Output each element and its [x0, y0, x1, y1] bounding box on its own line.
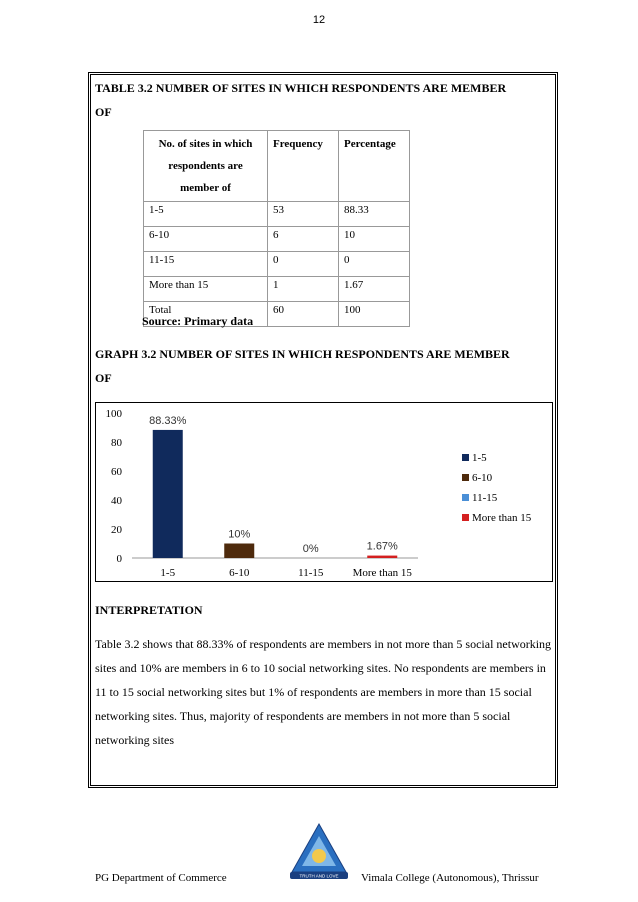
table-cell: 100	[339, 302, 410, 327]
graph-heading-line1: GRAPH 3.2 NUMBER OF SITES IN WHICH RESPONDENTS ARE MEMBER	[95, 347, 510, 361]
table-row	[144, 202, 410, 227]
graph-heading	[95, 342, 555, 390]
footer-college: Vimala College (Autonomous), Thrissur	[361, 872, 539, 884]
table-cell: 10	[339, 227, 410, 252]
table-cell: 53	[268, 202, 339, 227]
legend-swatch	[462, 474, 469, 481]
y-tick-label: 40	[111, 495, 122, 507]
y-tick-label: 80	[111, 437, 122, 449]
legend-swatch	[462, 494, 469, 501]
legend-label: More than 15	[472, 512, 532, 524]
table-header-sites: No. of sites in which respondents are member of	[144, 131, 268, 202]
table-cell: 88.33	[339, 202, 410, 227]
college-logo	[284, 822, 354, 882]
x-tick-label: 1-5	[160, 567, 176, 579]
logo-motto: TRUTH AND LOVE	[299, 873, 339, 879]
x-tick-label: More than 15	[352, 567, 412, 579]
table-cell: 11-15	[144, 252, 268, 277]
bar	[367, 556, 397, 558]
y-tick-label: 100	[105, 408, 122, 420]
data-label: 0%	[302, 543, 319, 555]
x-tick-label: 6-10	[229, 567, 250, 579]
table-row	[144, 227, 410, 252]
table-row	[144, 277, 410, 302]
table-cell: Total	[144, 302, 268, 327]
legend-label: 11-15	[472, 492, 498, 504]
table-cell: 1-5	[144, 202, 268, 227]
y-tick-label: 20	[111, 524, 122, 536]
table-cell: 0	[339, 252, 410, 277]
y-tick-label: 60	[111, 466, 122, 478]
table-cell: 6-10	[144, 227, 268, 252]
table-cell: 1	[268, 277, 339, 302]
legend-swatch	[462, 514, 469, 521]
table-cell: 1.67	[339, 277, 410, 302]
chart-svg	[96, 403, 552, 581]
table-cell: More than 15	[144, 277, 268, 302]
bar	[224, 544, 254, 559]
table-heading-line1: TABLE 3.2 NUMBER OF SITES IN WHICH RESPONDENTS ARE MEMBER	[95, 81, 507, 95]
data-label: 1.67%	[366, 540, 398, 553]
table-header-row	[144, 131, 410, 202]
source-note: Source: Primary data	[142, 314, 254, 328]
interpretation-heading: INTERPRETATION	[95, 603, 203, 617]
table-cell: 60	[268, 302, 339, 327]
table-header-frequency: Frequency	[268, 131, 339, 202]
legend-label: 6-10	[472, 472, 493, 484]
footer-department: PG Department of Commerce	[95, 872, 227, 884]
table-heading	[95, 76, 555, 124]
graph-heading-line2: OF	[95, 371, 112, 385]
bar	[153, 430, 183, 558]
table-cell: 0	[268, 252, 339, 277]
data-label: 10%	[228, 528, 251, 541]
x-tick-label: 11-15	[298, 567, 324, 579]
table-cell: 6	[268, 227, 339, 252]
legend-swatch	[462, 454, 469, 461]
page-number: 12	[312, 14, 326, 26]
data-label: 88.33%	[149, 414, 187, 427]
interpretation-text: Table 3.2 shows that 88.33% of respondents are members in not more than 5 social networking sites and 10% are members in 6 to 10 social networking sites. No respondents are members in 11 to 15 social networking sites but 1% of respondents are members in more than 15 social networking sites. Thus, majority of respondents are members in not more than 5 social networking sites	[95, 637, 552, 747]
table-heading-line2: OF	[95, 105, 112, 119]
bar-chart	[95, 402, 553, 582]
data-table	[143, 130, 410, 327]
y-tick-label: 0	[116, 553, 122, 565]
legend-label: 1-5	[472, 452, 487, 464]
table-row	[144, 252, 410, 277]
table-header-percentage: Percentage	[339, 131, 410, 202]
